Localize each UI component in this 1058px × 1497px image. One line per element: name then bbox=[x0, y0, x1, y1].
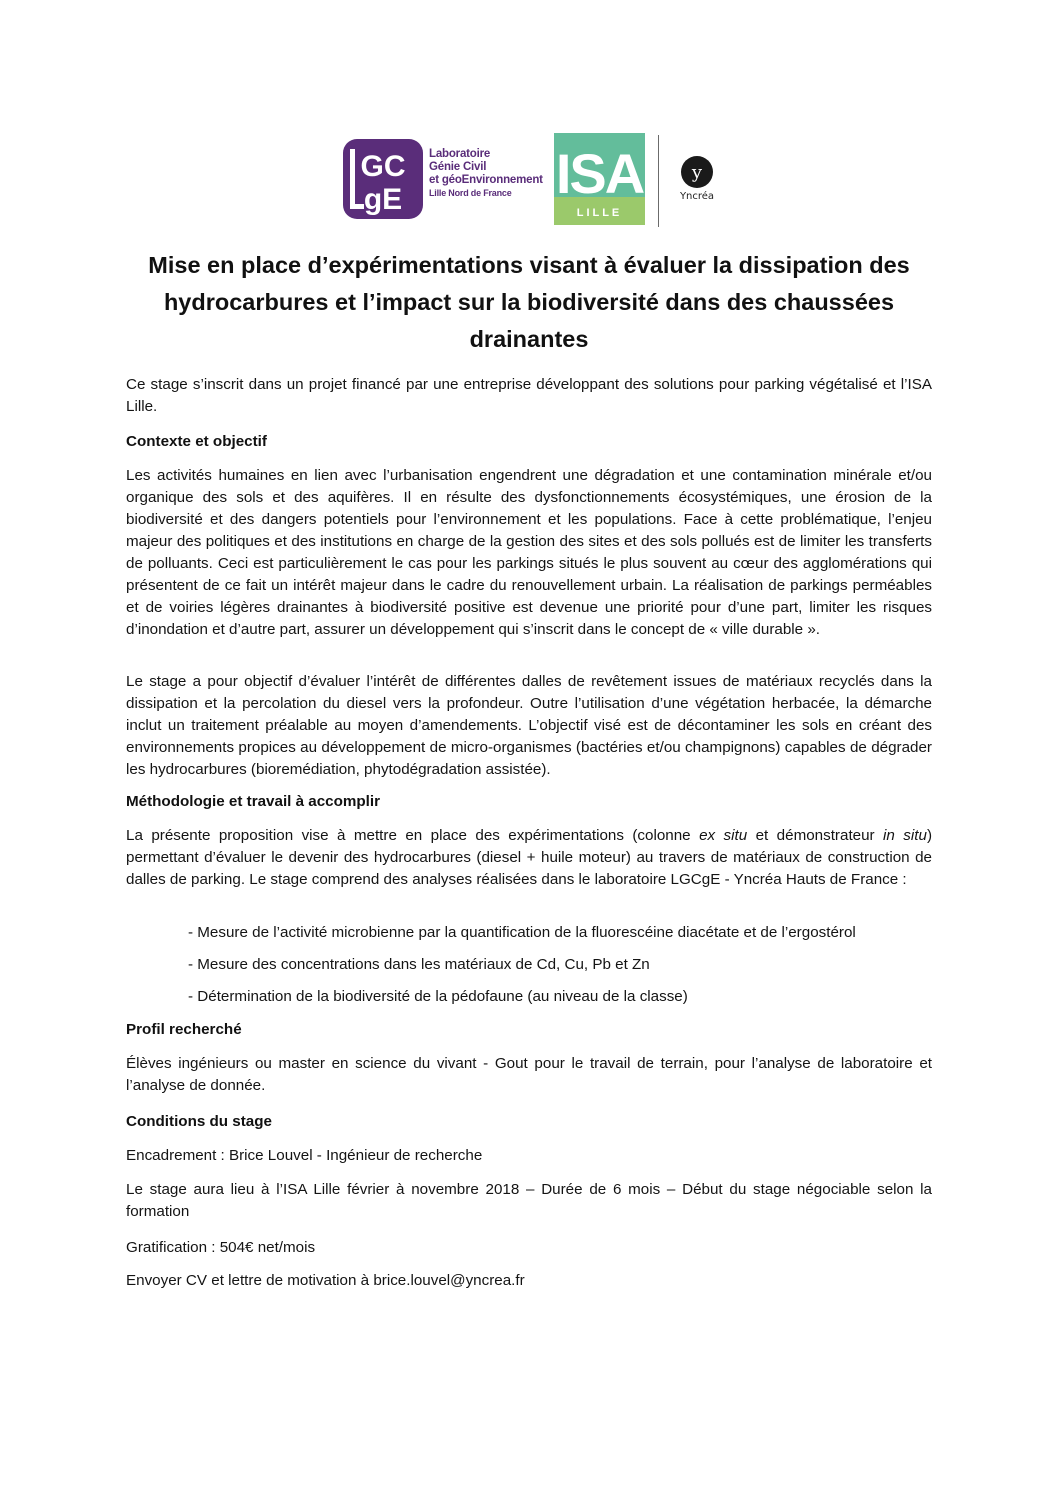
svg-text:GC: GC bbox=[360, 150, 406, 183]
isa-lille-logo bbox=[554, 133, 645, 225]
intro-paragraph: Ce stage s’inscrit dans un projet financé par une entreprise développant des solutions pour parking végétalisé et l’ISA Lille. bbox=[126, 376, 932, 415]
svg-text:gE: gE bbox=[363, 183, 403, 216]
svg-text:LILLE: LILLE bbox=[576, 207, 623, 219]
heading-conditions: Conditions du stage bbox=[126, 1113, 272, 1130]
supervision-text: Encadrement : Brice Louvel - Ingénieur de recherche bbox=[126, 1147, 483, 1164]
ex-situ-text: ex situ bbox=[699, 827, 748, 844]
logo-divider bbox=[658, 135, 659, 227]
document-title: Mise en place d’expérimentations visant à évaluer la dissipation des hydrocarbures et l’impact sur la biodiversité dans des chaussées drainantes bbox=[148, 252, 910, 352]
profil-paragraph: Élèves ingénieurs ou master en science du vivant - Gout pour le travail de terrain, pour l’analyse de laboratoire et l’analyse de donnée. bbox=[126, 1055, 932, 1094]
heading-contexte: Contexte et objectif bbox=[126, 433, 267, 450]
heading-methodologie: Méthodologie et travail à accomplir bbox=[126, 793, 381, 810]
svg-text:ISA: ISA bbox=[555, 142, 644, 205]
yncrea-logo bbox=[674, 155, 720, 205]
bullet-item: - Détermination de la biodiversité de la pédofaune (au niveau de la classe) bbox=[188, 988, 688, 1005]
bullet-item: - Mesure de l’activité microbienne par la quantification de la fluorescéine diacétate et de l’ergostérol bbox=[188, 924, 856, 941]
bullet-item: - Mesure des concentrations dans les matériaux de Cd, Cu, Pb et Zn bbox=[188, 956, 650, 973]
lgcge-logo-text: Laboratoire Génie Civil et géoEnvironnement Lille Nord de France bbox=[429, 148, 543, 198]
gratification-text: Gratification : 504€ net/mois bbox=[126, 1239, 316, 1256]
contact-text: Envoyer CV et lettre de motivation à brice.louvel@yncrea.fr bbox=[126, 1272, 525, 1289]
yncrea-label: Yncréa bbox=[679, 191, 715, 202]
in-situ-text: in situ bbox=[883, 827, 927, 844]
lgcge-logo-mark bbox=[343, 139, 423, 219]
contexte-paragraph-1: Les activités humaines en lien avec l’urbanisation engendrent une dégradation et une contamination minérale et/ou organique des sols et des aquifères. Il en résulte des dysfonctionnements écosystémiques, une érosion de la biodiversité et des dangers potentiels pour l’environnement et les populations. Face à cette problématique, l’enjeu majeur des politiques et des institutions en charge de la gestion des sites et des sols pollués est de limiter les transferts de polluants. Ceci est particulièrement le cas pour les parkings situés le plus souvent au cœur des agglomérations qui présentent de ce fait un intérêt majeur dans le cadre du renouvellement urbain. La réalisation de parkings perméables et de voiries légères drainantes à biodiversité positive est devenue une priorité pour d’une part, limiter les risques d’inondation et d’autre part, assurer un développement qui s’inscrit dans le concept de « ville durable ». bbox=[126, 467, 932, 638]
logo-bar bbox=[343, 133, 723, 228]
heading-profil: Profil recherché bbox=[126, 1021, 242, 1038]
contexte-paragraph-2: Le stage a pour objectif d’évaluer l’intérêt de différentes dalles de revêtement issues de matériaux recyclés dans la dissipation et la percolation du diesel vers la profondeur. Outre l’utilisation d’une végétation herbacée, la démarche inclut un traitement préalable au moyen d’amendements. L’objectif visé est de décontaminer les sols en créant des environnements propices au développement de micro-organismes (bactéries et/ou champignons) capables de dégrader les hydrocarbures (bioremédiation, phytodégradation assistée). bbox=[126, 673, 932, 778]
location-text: Le stage aura lieu à l’ISA Lille février à novembre 2018 – Durée de 6 mois – Début du stage négociable selon la formation bbox=[126, 1181, 932, 1220]
svg-text:y: y bbox=[691, 162, 703, 183]
methodologie-paragraph: La présente proposition vise à mettre en place des expérimentations (colonne ex situ et démonstrateur in situ) permettant d’évaluer le devenir des hydrocarbures (diesel + huile moteur) au travers de matériaux de construction de dalles de parking. Le stage comprend des analyses réalisées dans le laboratoire LGCgE - Yncréa Hauts de France : bbox=[126, 827, 932, 888]
